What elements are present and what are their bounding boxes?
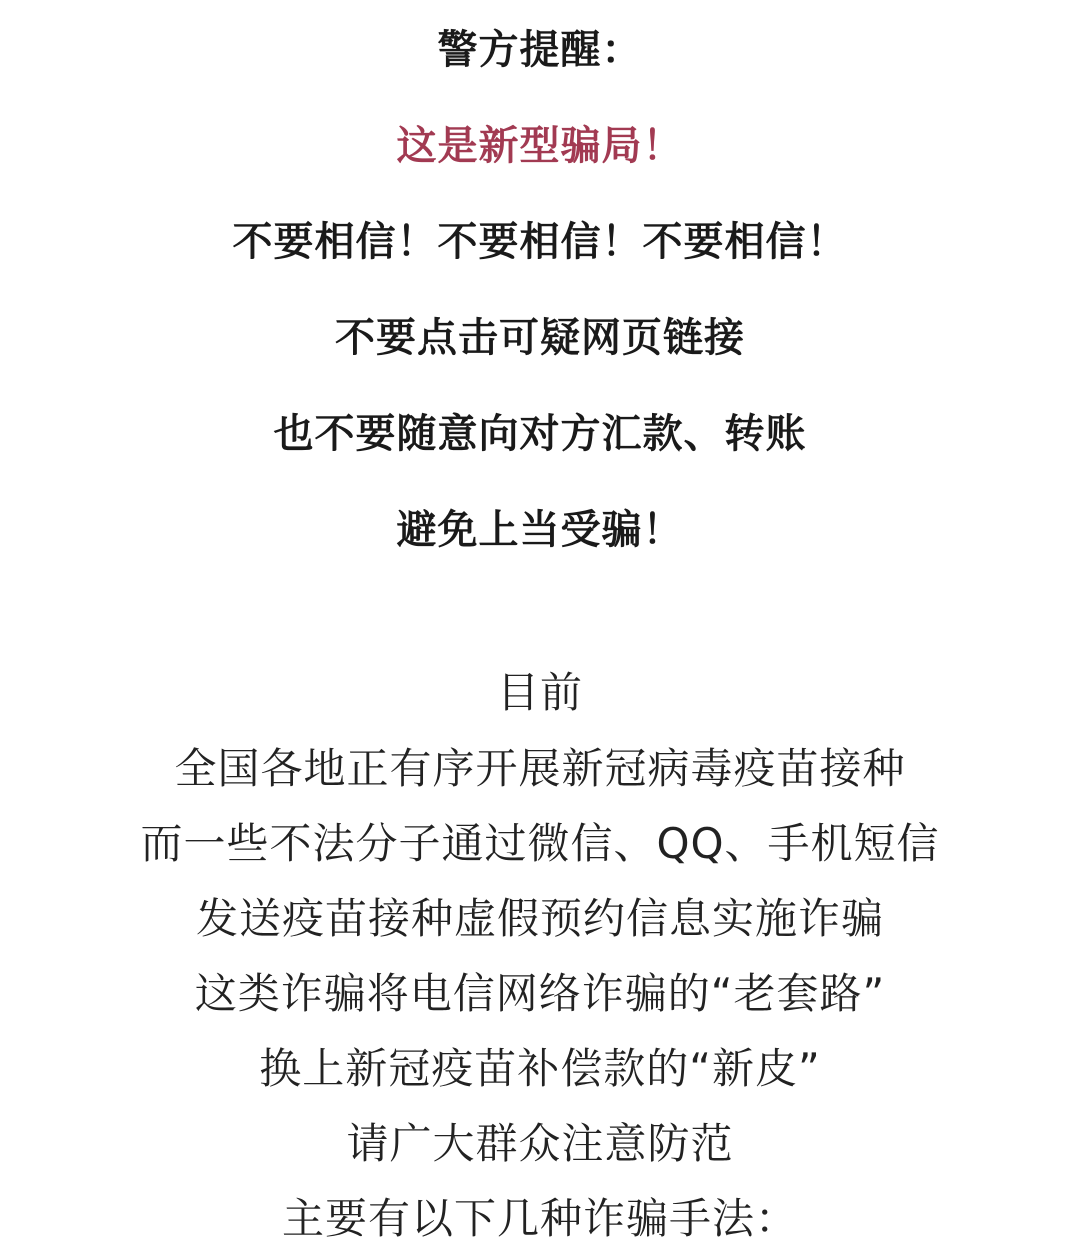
warning-line: 不要相信！不要相信！不要相信！ — [232, 219, 848, 265]
warning-heading: 警方提醒： — [437, 27, 643, 73]
body-line: 而一些不法分子通过微信、QQ、手机短信 — [140, 819, 940, 868]
body-line: 这类诈骗将电信网络诈骗的“老套路” — [194, 969, 886, 1018]
warning-line: 也不要随意向对方汇款、转账 — [273, 411, 807, 457]
warning-line: 避免上当受骗！ — [396, 507, 684, 553]
body-line: 请广大群众注意防范 — [346, 1119, 734, 1168]
body-line: 主要有以下几种诈骗手法： — [281, 1194, 798, 1243]
body-line: 发送疫苗接种虚假预约信息实施诈骗 — [195, 894, 884, 943]
body-line: 全国各地正有序开展新冠病毒疫苗接种 — [174, 744, 906, 793]
body-line: 换上新冠疫苗补偿款的“新皮” — [259, 1044, 821, 1093]
warning-line: 不要点击可疑网页链接 — [335, 315, 745, 361]
body-line: 目前 — [496, 668, 583, 717]
warning-highlight: 这是新型骗局！ — [396, 123, 684, 169]
